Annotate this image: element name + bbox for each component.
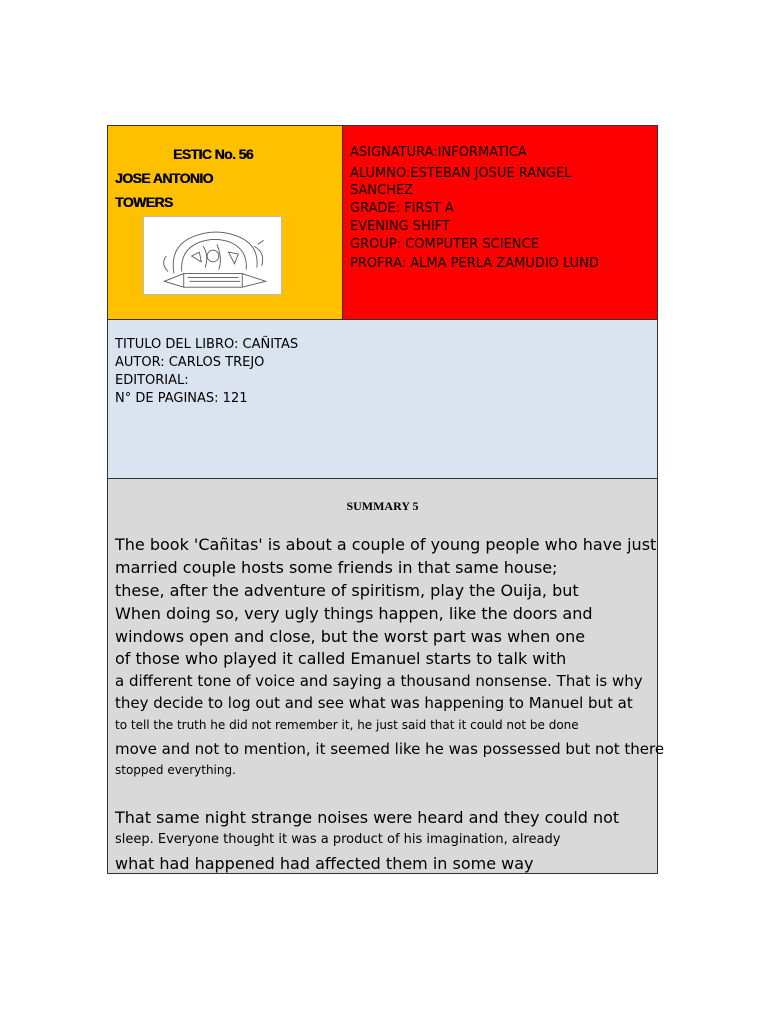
summary-line: move and not to mention, it seemed like he was possessed but not there [115, 740, 665, 758]
summary-line: a different tone of voice and saying a thousand nonsense. That is why [115, 672, 643, 690]
book-editorial: EDITORIAL: [115, 373, 189, 388]
summary-heading: SUMMARY 5 [346, 499, 419, 513]
summary-line: what had happened had affected them in some way [115, 854, 534, 873]
school-name: ESTIC No. 56 [173, 146, 253, 162]
summary-line: sleep. Everyone thought it was a product of his imagination, already [115, 832, 561, 847]
book-author: AUTOR: CARLOS TREJO [115, 355, 265, 370]
book-pages: N° DE PAGINAS: 121 [115, 391, 248, 406]
school-logo [143, 216, 282, 295]
summary-line: windows open and close, but the worst part was when one [115, 627, 586, 646]
summary-cell [108, 479, 665, 873]
summary-line: The book 'Cañitas' is about a couple of young people who have just [115, 535, 657, 554]
shift-line: EVENING SHIFT [350, 219, 450, 234]
student-line: ALUMNO:ESTEBAN JOSUE RANGEL [350, 166, 572, 181]
group-line: GROUP: COMPUTER SCIENCE [350, 237, 539, 252]
summary-line: to tell the truth he did not remember it, he just said that it could not be done [115, 718, 579, 732]
subject-line: ASIGNATURA:INFORMATICA [350, 145, 527, 160]
summary-line: married couple hosts some friends in that same house; [115, 558, 558, 577]
student-info-cell [343, 126, 657, 320]
summary-line: of those who played it called Emanuel starts to talk with [115, 649, 567, 668]
school-name-line2: JOSE ANTONIO [115, 170, 213, 186]
school-logo-icon [144, 217, 281, 294]
summary-line: these, after the adventure of spiritism, play the Ouija, but [115, 581, 579, 600]
summary-line: When doing so, very ugly things happen, like the doors and [115, 604, 593, 623]
school-name-line3: TOWERS [115, 194, 173, 210]
cover-table [107, 125, 665, 874]
summary-line: they decide to log out and see what was happening to Manuel but at [115, 694, 633, 712]
teacher-line: PROFRA: ALMA PERLA ZAMUDIO LUND [350, 256, 599, 271]
student-line-cont: SANCHEZ [350, 183, 414, 198]
grade-line: GRADE: FIRST A [350, 201, 454, 216]
summary-line: That same night strange noises were heard and they could not [115, 808, 620, 827]
book-info-cell [108, 320, 657, 479]
summary-line: stopped everything. [115, 763, 236, 777]
book-title: TITULO DEL LIBRO: CAÑITAS [115, 337, 299, 352]
school-cell [108, 126, 343, 320]
